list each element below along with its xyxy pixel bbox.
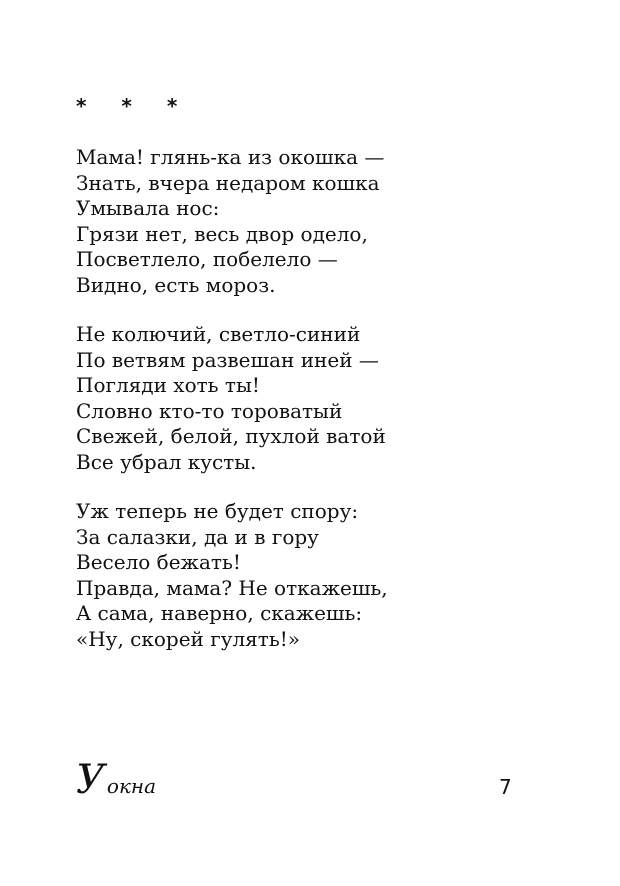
stanza-1: [76, 145, 556, 298]
footer-title-rest: окна: [106, 774, 156, 798]
poem-line: Весело бежать!: [76, 550, 241, 574]
poem-line: По ветвям развешан иней —: [76, 347, 379, 372]
page-number: 7: [499, 775, 512, 799]
footer-title-initial: У: [76, 757, 105, 803]
poem-line: Умывала нос:: [76, 196, 220, 220]
poem-line: Не колючий, светло-синий: [76, 322, 361, 346]
stanza-2: [76, 322, 556, 475]
poem-line: Видно, есть мороз.: [76, 272, 276, 297]
poem-line: Словно кто-то тороватый: [76, 398, 343, 423]
poem-line: Знать, вчера недаром кошка: [76, 170, 380, 195]
poem-line: Все убрал кусты.: [76, 449, 257, 474]
poem-line: Уж теперь не будет спору:: [76, 499, 359, 523]
poem-line: «Ну, скорей гулять!»: [76, 626, 301, 651]
stanza-3: [76, 499, 556, 652]
poem-line: А сама, наверно, скажешь:: [76, 601, 363, 625]
running-footer-title: [76, 757, 156, 803]
poem-line: Мама! глянь-ка из окошка —: [76, 145, 385, 169]
poem-line: За салазки, да и в гору: [76, 524, 319, 549]
poem-line: Грязи нет, весь двор одело,: [76, 221, 368, 246]
poem-line: Свежей, белой, пухлой ватой: [76, 424, 386, 448]
poem-line: Погляди хоть ты!: [76, 373, 260, 397]
asterism-divider: * * *: [76, 94, 192, 118]
poem-line: Посветлело, побелело —: [76, 247, 338, 271]
poem: [76, 145, 556, 676]
poem-line: Правда, мама? Не откажешь,: [76, 575, 388, 600]
